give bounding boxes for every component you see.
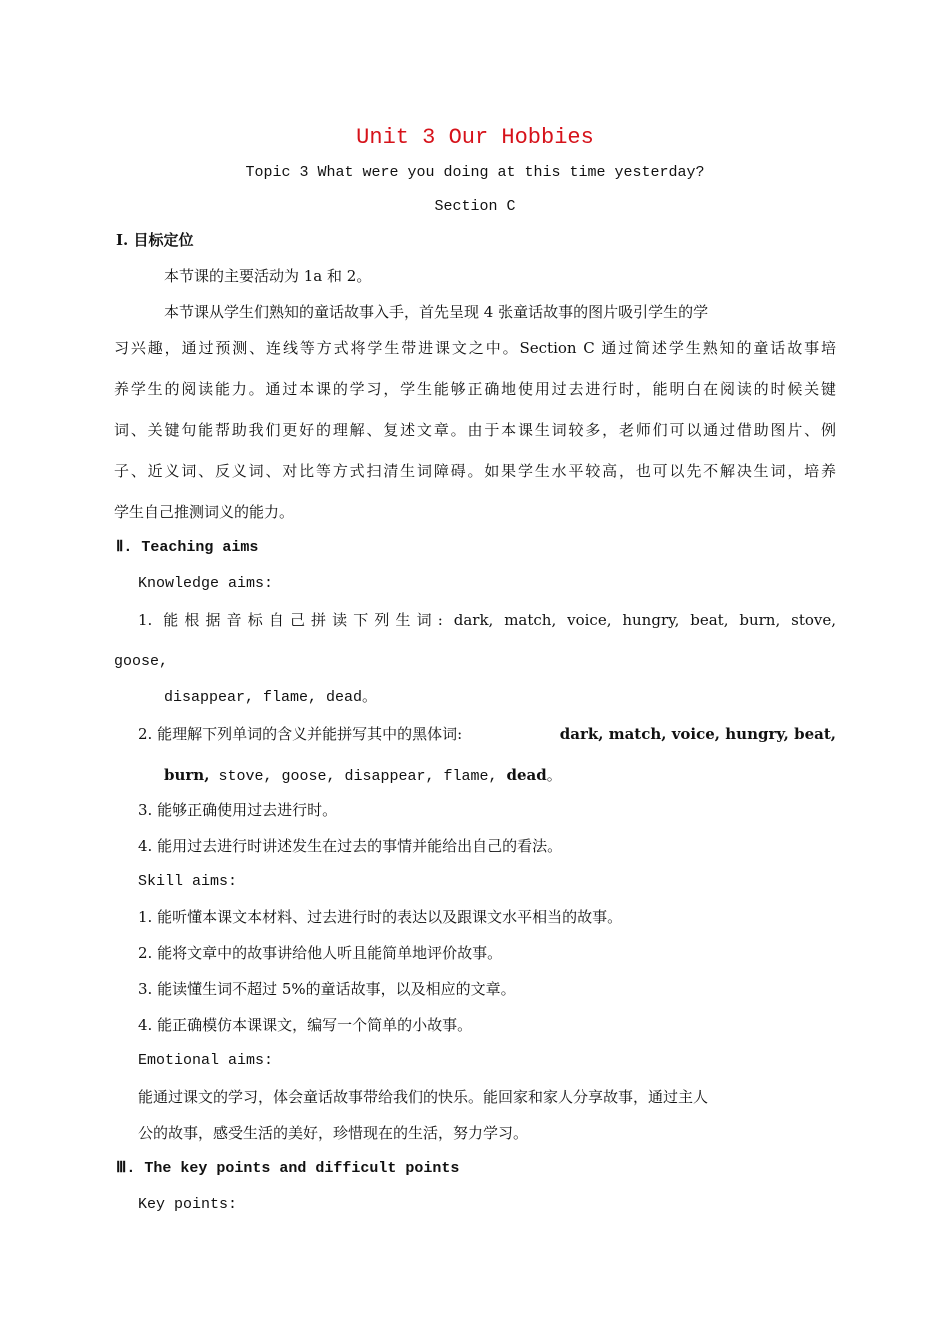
emotional-aim-line-2: 公的故事，感受生活的美好，珍惜现在的生活，努力学习。 — [138, 1124, 529, 1142]
knowledge-aim-1-line-1: 1. 能根据音标自己拼读下列生词: dark, match, voice, hungry, beat, burn, stove, — [138, 611, 836, 629]
key-points-label: Key points: — [138, 1196, 238, 1213]
knowledge-aim-1-line-3: disappear, flame, dead。 — [164, 689, 378, 706]
part3-heading: Ⅲ. The key points and difficult points — [116, 1160, 460, 1177]
part1-paragraph-2-line-3: 养学生的阅读能力。通过本课的学习，学生能够正确地使用过去进行时，能明白在阅读的时候关键 — [114, 380, 836, 398]
topic-subtitle: Topic 3 What were you doing at this time yesterday? — [245, 164, 705, 181]
emotional-aims-label: Emotional aims: — [138, 1052, 274, 1069]
skill-aim-3: 3. 能读懂生词不超过 5%的童话故事，以及相应的文章。 — [138, 980, 516, 998]
skill-aim-1: 1. 能听懂本课文本材料、过去进行时的表达以及跟课文水平相当的故事。 — [138, 908, 623, 926]
knowledge-aim-2-text: 2. 能理解下列单词的含义并能拼写其中的黑体词: — [138, 725, 463, 743]
part1-heading: Ⅰ. 目标定位 — [116, 231, 194, 249]
skill-aim-2: 2. 能将文章中的故事讲给他人听且能简单地评价故事。 — [138, 944, 503, 962]
line-end-mark: 。 — [546, 766, 562, 784]
emotional-aim-line-1: 能通过课文的学习，体会童话故事带给我们的快乐。能回家和家人分享故事，通过主人 — [138, 1088, 709, 1106]
skill-aims-label: Skill aims: — [138, 873, 238, 890]
section-subtitle: Section C — [434, 198, 516, 215]
knowledge-aim-3: 3. 能够正确使用过去进行时。 — [138, 801, 338, 819]
knowledge-aim-2-line-2 — [164, 765, 562, 787]
part1-paragraph-2-line-2: 习兴趣，通过预测、连线等方式将学生带进课文之中。Section C 通过简述学生熟知的童话故事培 — [114, 339, 836, 357]
part1-paragraph-2-line-6: 学生自己推测词义的能力。 — [114, 503, 295, 521]
knowledge-aim-4: 4. 能用过去进行时讲述发生在过去的事情并能给出自己的看法。 — [138, 837, 563, 855]
normal-words: stove, goose, disappear, flame, — [209, 768, 507, 785]
part2-heading: Ⅱ. Teaching aims — [116, 539, 259, 556]
bold-word-burn: burn, — [164, 766, 210, 784]
part1-paragraph-2-line-5: 子、近义词、反义词、对比等方式扫清生词障碍。如果学生水平较高，也可以先不解决生词，培养 — [114, 462, 836, 480]
document-title: Unit 3 Our Hobbies — [356, 125, 594, 150]
bold-word-dead: dead — [506, 766, 547, 784]
knowledge-aims-label: Knowledge aims: — [138, 575, 274, 592]
knowledge-aim-1-line-2: goose, — [114, 653, 169, 670]
part1-paragraph-2-line-1: 本节课从学生们熟知的童话故事入手，首先呈现 4 张童话故事的图片吸引学生的学 — [164, 303, 709, 321]
skill-aim-4: 4. 能正确模仿本课课文，编写一个简单的小故事。 — [138, 1016, 473, 1034]
part1-paragraph-1: 本节课的主要活动为 1a 和 2。 — [164, 267, 372, 285]
knowledge-aim-2-line-1 — [138, 724, 836, 744]
knowledge-aim-2-bold-words: dark, match, voice, hungry, beat, — [559, 725, 836, 743]
part1-paragraph-2-line-4: 词、关键句能帮助我们更好的理解、复述文章。由于本课生词较多，老师们可以通过借助图片、例 — [114, 421, 836, 439]
